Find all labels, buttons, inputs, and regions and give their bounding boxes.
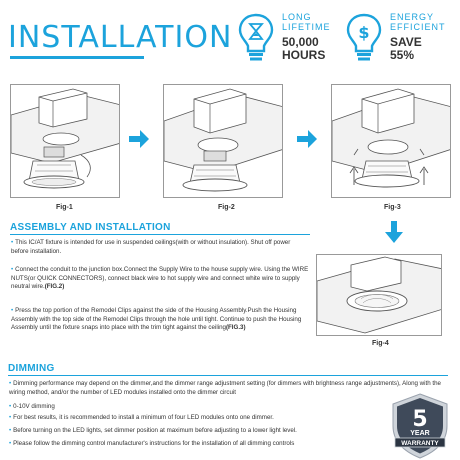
- figure-3: [331, 84, 451, 198]
- dimming-d4-text: Before turning on the LED lights, set dimmer position at maximum before adjusting to a lower light level.: [13, 427, 297, 434]
- figure-1-drawing: [11, 85, 120, 198]
- figure-3-drawing: [332, 85, 451, 198]
- figure-2: [163, 84, 283, 198]
- arrow-down-icon: [383, 220, 405, 244]
- assembly-p3-figref: (FIG.3): [225, 324, 246, 332]
- assembly-p2-text: Connect the conduit to the junction box.Connect the Supply Wire to the house supply wire. Using the WIRE NUTS(or QUICK CONNECTORS), connect black wire to hot supply wire and connect white wire to supply neutral wire.: [11, 266, 309, 291]
- energy-badge: [344, 12, 446, 64]
- dimming-d2-text: 0-10V dimming: [13, 403, 55, 410]
- warranty-year: YEAR: [410, 430, 430, 437]
- assembly-p1-text: This IC/AT fixture is intended for use in suspended ceilings(with or without insulation). Shut off power before installation.: [11, 239, 291, 255]
- hourglass-bulb-icon: [236, 12, 276, 64]
- dimming-item-1: [9, 380, 449, 397]
- lifetime-line3: 50,000: [282, 35, 319, 49]
- warranty-shield-icon: [389, 392, 451, 460]
- dimming-divider: [8, 375, 448, 376]
- bullet-icon: •: [11, 266, 14, 273]
- dimming-item-2: [9, 403, 309, 412]
- lifetime-line4: HOURS: [282, 48, 326, 62]
- energy-line2: EFFICIENT: [390, 22, 446, 32]
- figure-3-label: Fig-3: [384, 204, 401, 211]
- figure-2-label: Fig-2: [218, 204, 235, 211]
- arrow-right-icon: [128, 128, 150, 150]
- assembly-heading: ASSEMBLY AND INSTALLATION: [10, 222, 171, 233]
- bullet-icon: •: [9, 427, 12, 434]
- assembly-paragraph-1: [11, 239, 309, 256]
- page-title: INSTALLATION: [8, 20, 233, 55]
- assembly-paragraph-2: [11, 266, 309, 292]
- assembly-paragraph-3: [11, 307, 309, 333]
- energy-line3: SAVE: [390, 35, 422, 49]
- title-underline: [10, 56, 144, 59]
- lifetime-badge: [236, 12, 331, 64]
- bullet-icon: •: [9, 380, 12, 387]
- lifetime-line2: LIFETIME: [282, 22, 331, 32]
- dimming-item-5: [9, 440, 449, 449]
- bullet-icon: •: [11, 239, 14, 246]
- arrow-right-icon: [296, 128, 318, 150]
- dimming-d5-text: Please follow the dimming control manufacturer's instructions for the installation of all dimming controls: [13, 440, 295, 447]
- lifetime-line1: LONG: [282, 12, 312, 22]
- figure-1-label: Fig-1: [56, 204, 73, 211]
- assembly-divider: [10, 234, 310, 235]
- assembly-p2-figref: (FIG.2): [44, 283, 65, 291]
- dimming-item-4: [9, 427, 409, 436]
- figure-2-drawing: [164, 85, 283, 198]
- bullet-icon: •: [9, 403, 12, 410]
- dimming-d3-text: For best results, it is recommended to install a minimum of four LED modules onto one dimmer.: [13, 414, 274, 421]
- figure-4-label: Fig-4: [372, 340, 389, 347]
- assembly-p3-text: Press the top portion of the Remodel Clips against the side of the Housing Assembly.Push the Housing Assembly with the top side of the Remodel Clips through the hole until tight. Continue to push the Housing Assembly until the fixture snaps into place with the trim tight against the ceiling: [11, 307, 302, 332]
- dollar-bulb-icon: [344, 12, 384, 64]
- dimming-heading: DIMMING: [8, 363, 55, 374]
- figure-1: [10, 84, 120, 198]
- figure-4: [316, 254, 442, 336]
- energy-line1: ENERGY: [390, 12, 435, 22]
- figure-4-drawing: [317, 255, 442, 336]
- warranty-number: 5: [412, 407, 428, 432]
- energy-line4: 55%: [390, 48, 415, 62]
- warranty-label: WARRANTY: [401, 440, 439, 447]
- dimming-item-3: [9, 414, 409, 423]
- bullet-icon: •: [9, 440, 12, 447]
- bullet-icon: •: [9, 414, 12, 421]
- dimming-d1-text: Dimming performance may depend on the dimmer,and the dimmer range adjustment setting (for dimmers with brightness range adjustments), Along with the wiring method, and/or the number of LED modules installed onto the dimmer circuit: [9, 380, 441, 396]
- svg-text:$: $: [358, 23, 370, 42]
- bullet-icon: •: [11, 307, 14, 314]
